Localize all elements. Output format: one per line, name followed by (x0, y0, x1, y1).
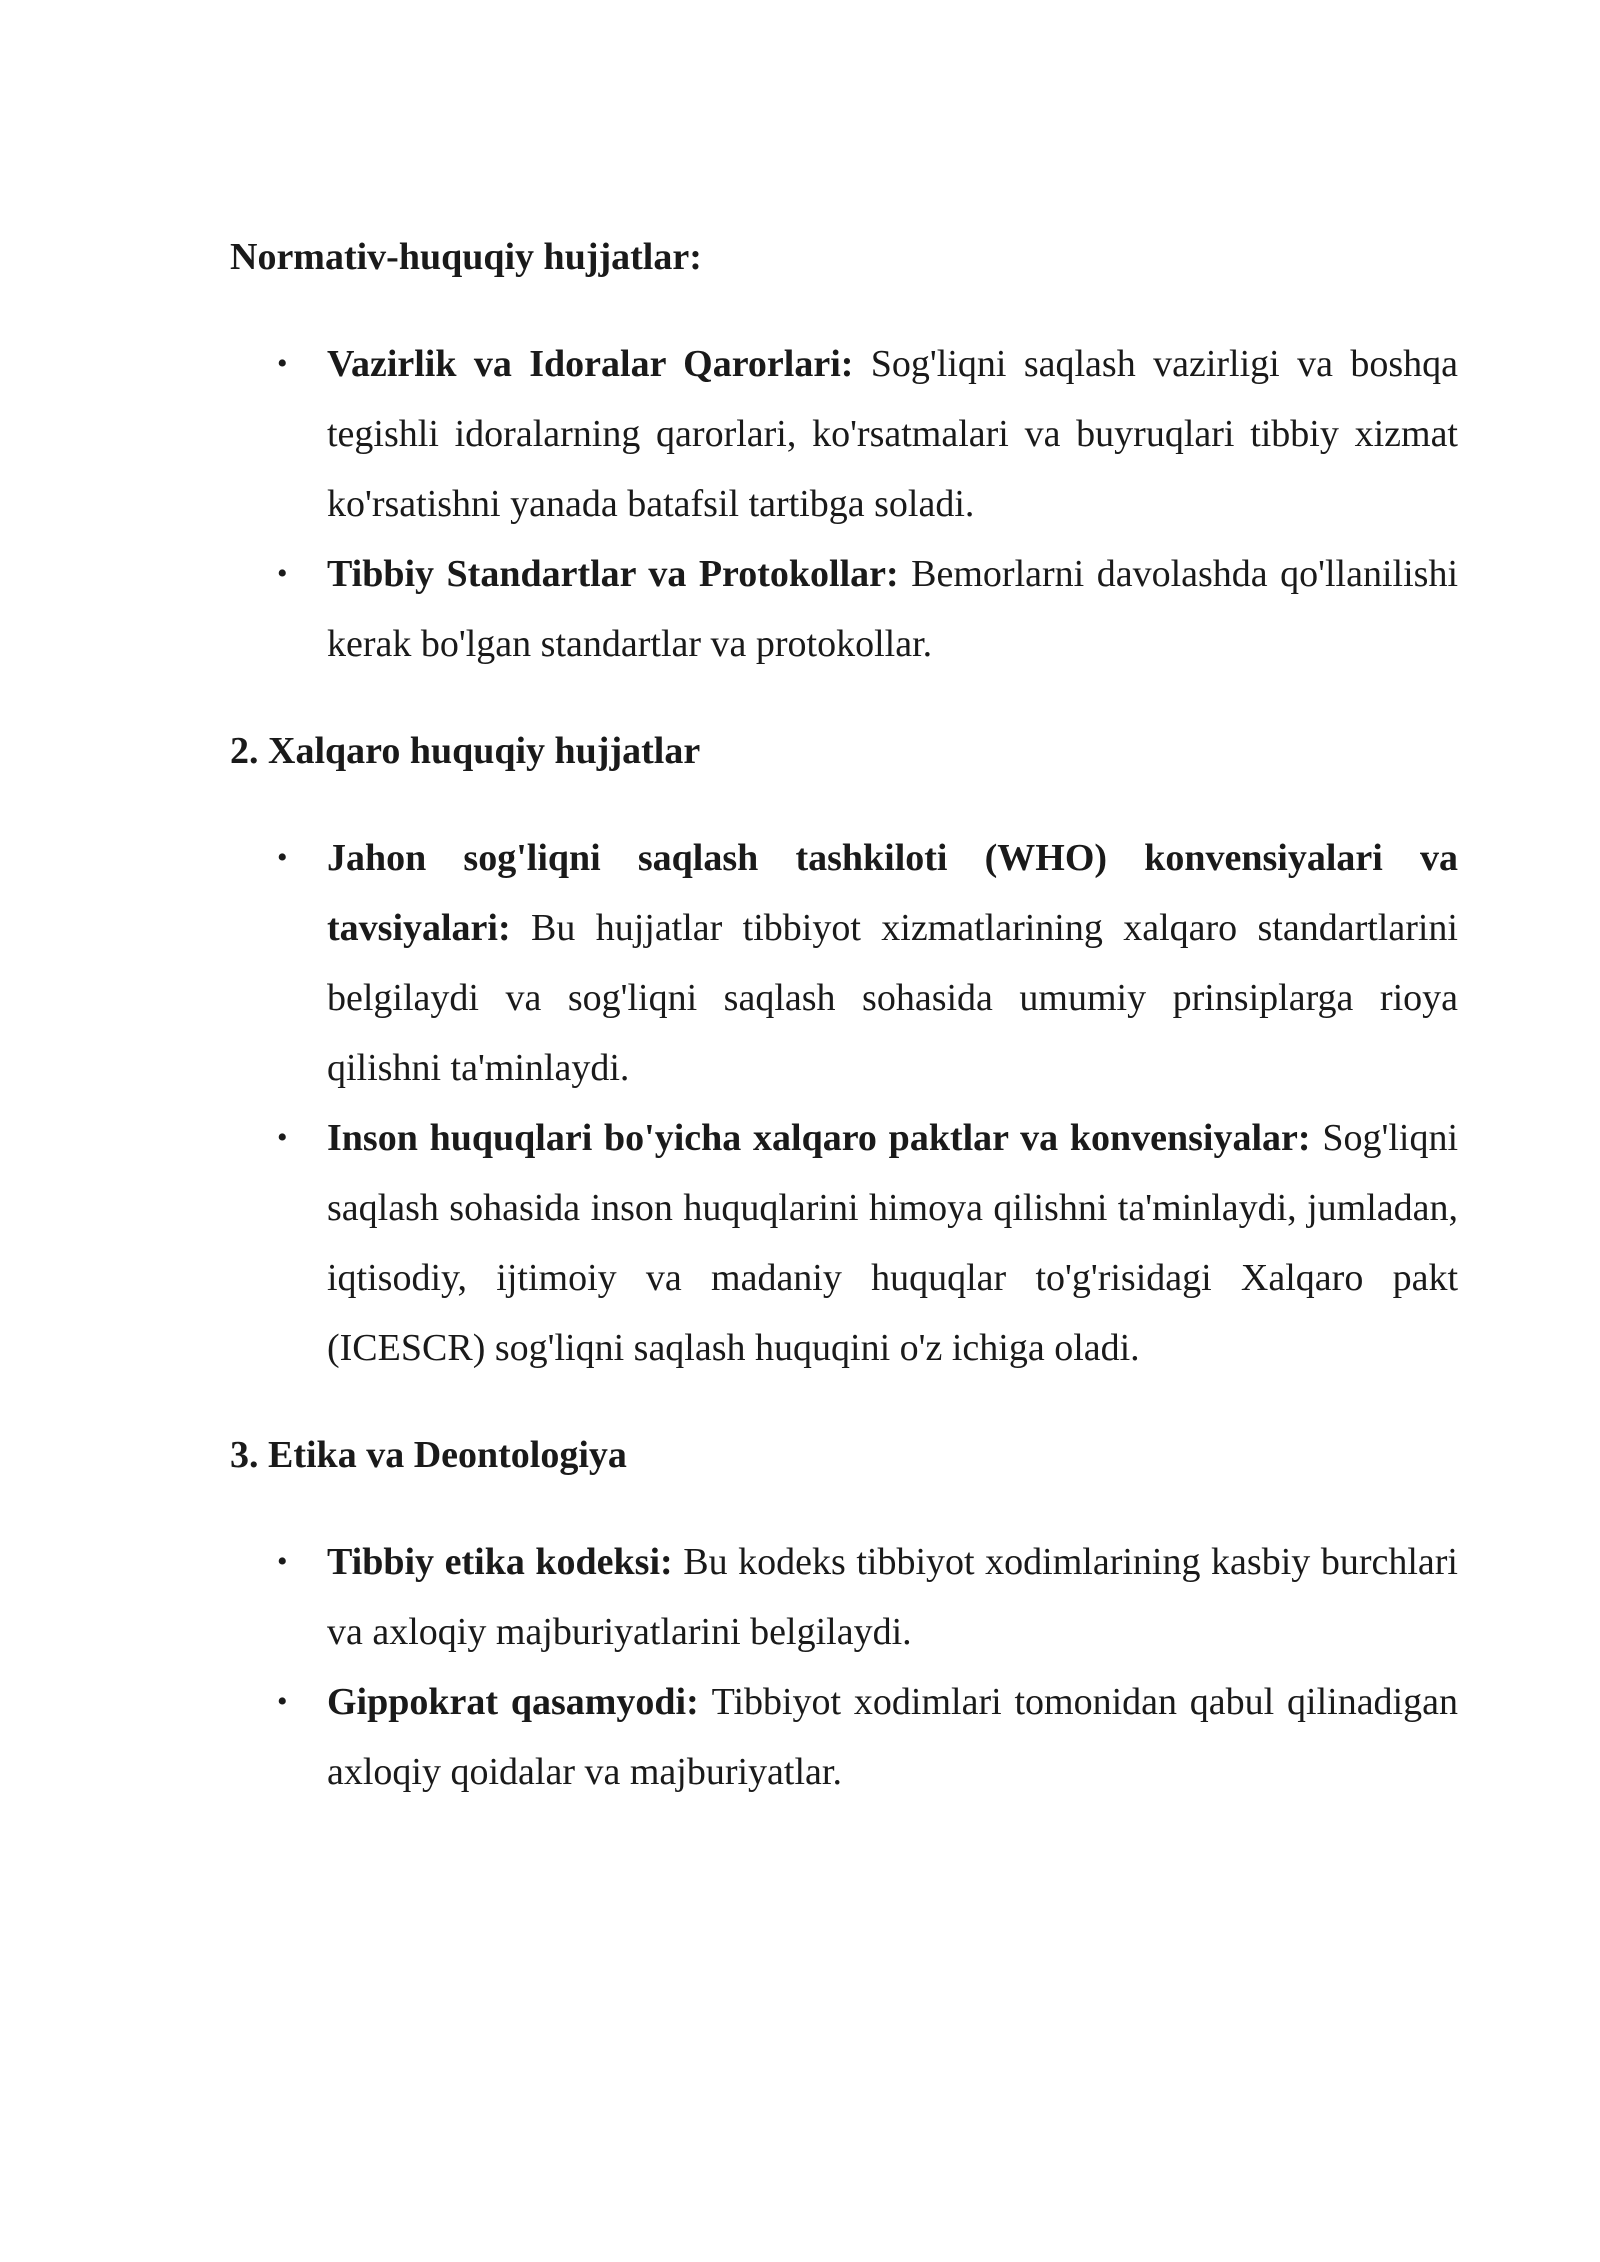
document-page (230, 222, 1458, 1807)
list-item (230, 539, 1458, 679)
bullet-icon: • (277, 1121, 288, 1154)
list-item (230, 1103, 1458, 1383)
section-heading-etika: 3. Etika va Deontologiya (230, 1434, 627, 1476)
list-item (230, 1527, 1458, 1667)
item-text: Bu hujjatlar tibbiyot xizmatlarining xalqaro standartlarini belgilaydi va sog'liqni saqlash sohasida umumiy prinsiplarga rioya qilishni ta'minlaydi. (327, 907, 1458, 1089)
section-heading-xalqaro: 2. Xalqaro huquqiy hujjatlar (230, 730, 701, 772)
bullet-icon: • (277, 1685, 288, 1718)
section-list-normativ (230, 329, 1458, 679)
bullet-icon: • (277, 347, 288, 380)
list-item (230, 1667, 1458, 1807)
section-list-etika (230, 1527, 1458, 1807)
item-term: Inson huquqlari bo'yicha xalqaro paktlar va konvensiyalar: (327, 1117, 1323, 1159)
item-term: Jahon sog'liqni saqlash tashkiloti (WHO) konvensiyalari va tavsiyalari: (327, 837, 1458, 949)
list-item (230, 823, 1458, 1103)
item-text: Bu kodeks tibbiyot xodimlarining kasbiy burchlari va axloqiy majburiyatlarini belgilaydi. (327, 1541, 1458, 1653)
item-term: Gippokrat qasamyodi: (327, 1681, 712, 1723)
bullet-icon: • (277, 841, 288, 874)
bullet-icon: • (277, 557, 288, 590)
bullet-icon: • (277, 1545, 288, 1578)
item-text: Sog'liqni saqlash vazirligi va boshqa tegishli idoralarning qarorlari, ko'rsatmalari va buyruqlari tibbiy xizmat ko'rsatishni yanada batafsil tartibga soladi. (327, 343, 1458, 525)
item-term: Vazirlik va Idoralar Qarorlari: (327, 343, 871, 385)
item-text: Sog'liqni saqlash sohasida inson huquqlarini himoya qilishni ta'minlaydi, jumladan, iqtisodiy, ijtimoiy va madaniy huquqlar to'g'risidagi Xalqaro pakt (ICESCR) sog'liqni saqlash huquqini o'z ichiga oladi. (327, 1117, 1458, 1369)
section-list-xalqaro (230, 823, 1458, 1383)
item-text: Bemorlarni davolashda qo'llanilishi kerak bo'lgan standartlar va protokollar. (327, 553, 1458, 665)
item-term: Tibbiy Standartlar va Protokollar: (327, 553, 912, 595)
item-term: Tibbiy etika kodeksi: (327, 1541, 684, 1583)
section-heading-normativ: Normativ-huquqiy hujjatlar: (230, 236, 702, 278)
item-text: Tibbiyot xodimlari tomonidan qabul qilinadigan axloqiy qoidalar va majburiyatlar. (327, 1681, 1458, 1793)
list-item (230, 329, 1458, 539)
